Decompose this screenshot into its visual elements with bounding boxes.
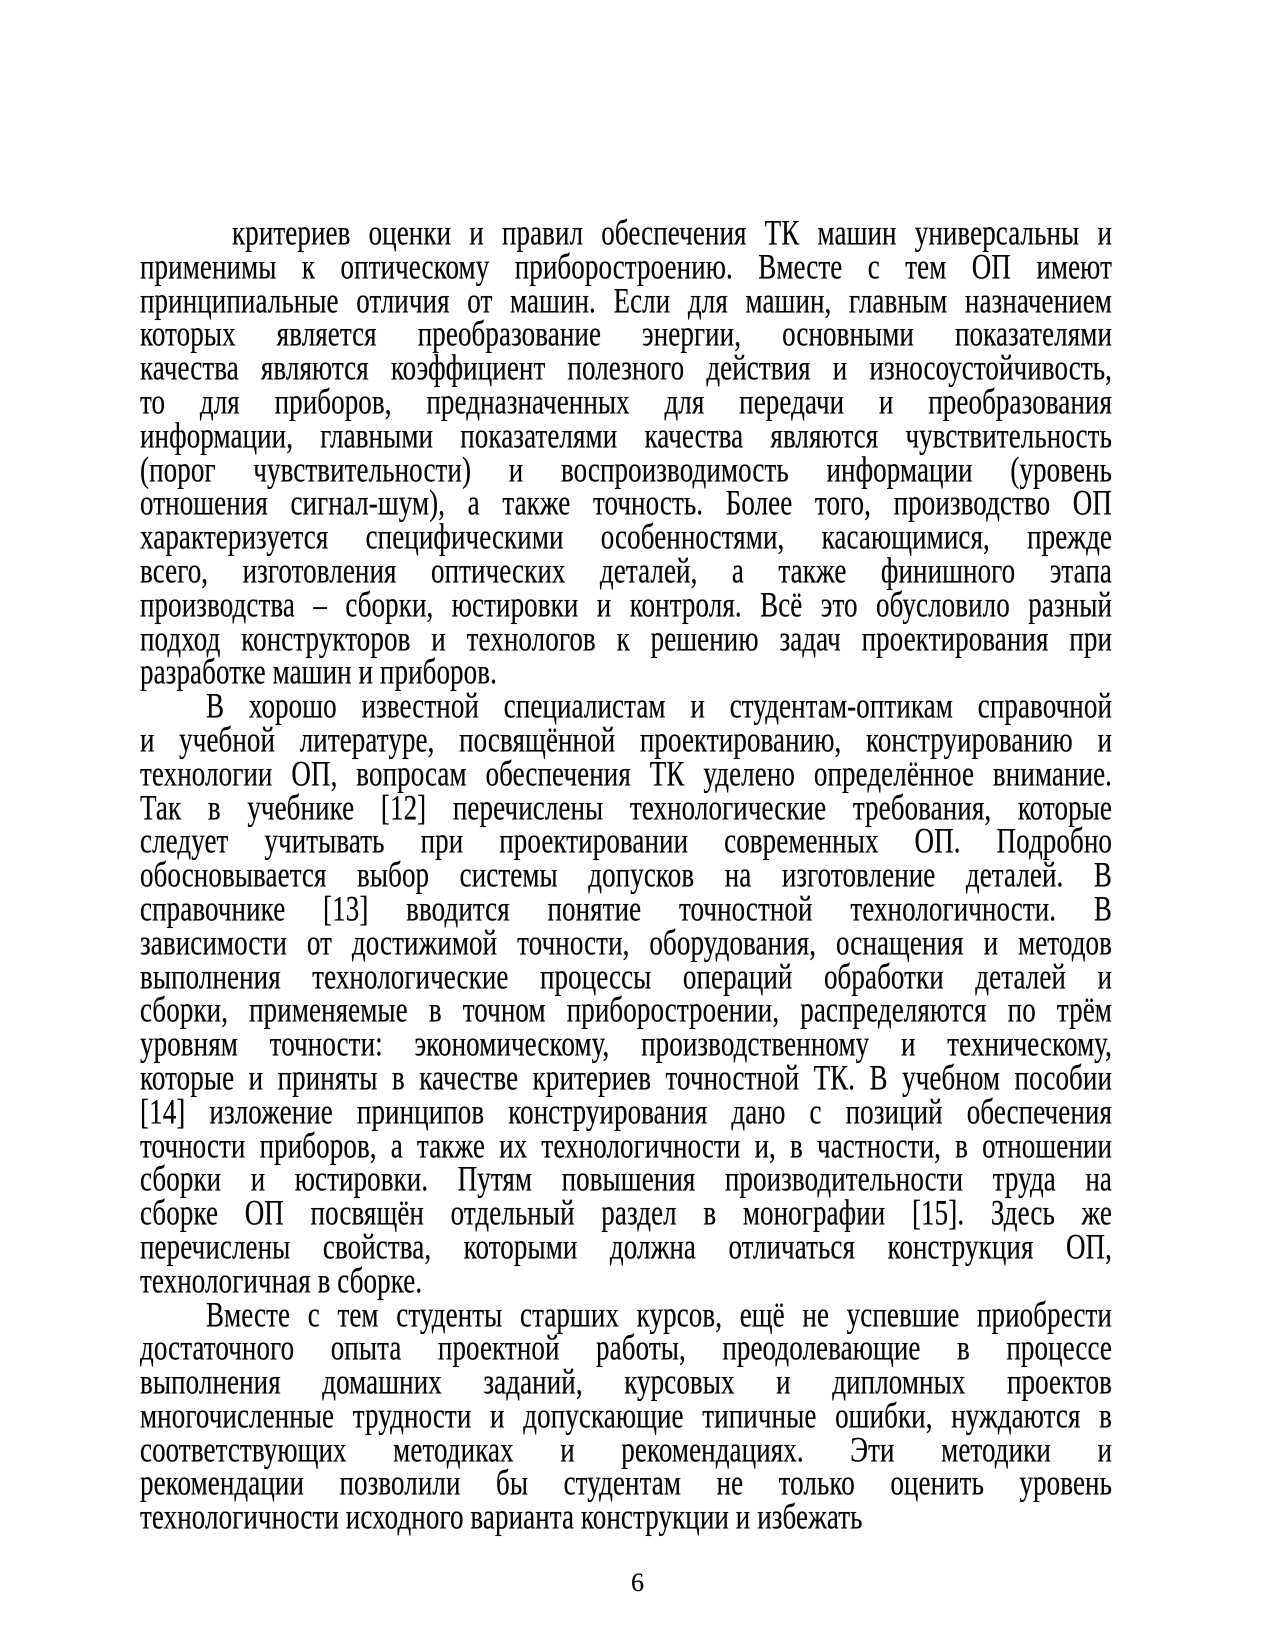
text-line: рекомендации позволили бы студентам не только оценить уровень — [140, 1463, 1112, 1504]
text-line: отношения сигнал-шум), а также точность. Более того, производство ОП — [140, 483, 1112, 524]
text-line: следует учитывать при проектировании современных ОП. Подробно — [140, 821, 1112, 861]
text-line: критериев оценки и правил обеспечения ТК машин универсальны и — [232, 212, 1112, 253]
text-line: разработке машин и приборов. — [140, 652, 497, 693]
text-line: сборки, применяемые в точном приборостроении, распределяются по трём — [140, 990, 1112, 1030]
text-line: применимы к оптическому приборостроению. Вместе с тем ОП имеют — [140, 246, 1112, 287]
text-line: сборке ОП посвящён отдельный раздел в монографии [15]. Здесь же — [140, 1192, 1112, 1233]
text-line: принципиальные отличия от машин. Если для машин, главным назначением — [140, 280, 1112, 321]
text-line: всего, изготовления оптических деталей, а также финишного этапа — [140, 550, 1112, 591]
text-line: точности приборов, а также их технологичности и, в частности, в отношении — [140, 1125, 1112, 1166]
paragraph — [140, 212, 1112, 693]
text-line: обосновывается выбор системы допусков на изготовление деталей. В — [140, 854, 1112, 895]
text-line: соответствующих методиках и рекомендациях. Эти методики и — [140, 1429, 1112, 1470]
text-line: которые и приняты в качестве критериев точностной ТК. В учебном пособии — [140, 1057, 1112, 1098]
text-line: Вместе с тем студенты старших курсов, ещё не успевшие приобрести — [206, 1294, 1112, 1335]
text-line: (порог чувствительности) и воспроизводимость информации (уровень — [140, 449, 1112, 490]
paragraph — [140, 1294, 1112, 1537]
text-line: Так в учебнике [12] перечислены технологические требования, которые — [140, 787, 1112, 828]
page-number: 6 — [631, 1568, 644, 1597]
text-line: перечислены свойства, которыми должна отличаться конструкция ОП, — [140, 1226, 1112, 1267]
paragraph — [140, 685, 1112, 1301]
text-line: справочнике [13] вводится понятие точностной технологичности. В — [140, 888, 1112, 929]
text-line: достаточного опыта проектной работы, преодолевающие в процессе — [140, 1328, 1112, 1368]
text-line: подход конструкторов и технологов к решению задач проектирования при — [140, 618, 1112, 659]
text-line: В хорошо известной специалистам и студентам-оптикам справочной — [206, 685, 1112, 726]
text-line: технологичная в сборке. — [140, 1260, 423, 1301]
text-line: характеризуется специфическими особенностями, касающимися, прежде — [140, 516, 1112, 557]
text-line: технологии ОП, вопросам обеспечения ТК уделено определённое внимание. — [140, 753, 1112, 794]
text-line: то для приборов, предназначенных для передачи и преобразования — [140, 381, 1112, 422]
text-line: качества являются коэффициент полезного действия и износоустойчивость, — [140, 347, 1112, 388]
text-body — [140, 212, 1112, 1537]
text-line: зависимости от достижимой точности, оборудования, оснащения и методов — [140, 922, 1112, 963]
text-line: выполнения технологические процессы операций обработки деталей и — [140, 956, 1112, 997]
text-line: сборки и юстировки. Путям повышения производительности труда на — [140, 1159, 1112, 1199]
text-line: [14] изложение принципов конструирования дано с позиций обеспечения — [140, 1091, 1112, 1132]
text-line: уровням точности: экономическому, производственному и техническому, — [140, 1023, 1112, 1064]
text-line: которых является преобразование энергии, основными показателями — [140, 314, 1112, 355]
text-line: производства – сборки, юстировки и контроля. Всё это обусловило разный — [140, 584, 1112, 625]
text-line: технологичности исходного варианта конструкции и избежать — [140, 1497, 863, 1537]
text-line: выполнения домашних заданий, курсовых и дипломных проектов — [140, 1361, 1112, 1402]
text-line: многочисленные трудности и допускающие типичные ошибки, нуждаются в — [140, 1395, 1112, 1436]
text-line: информации, главными показателями качества являются чувствительность — [140, 415, 1112, 456]
text-line: и учебной литературе, посвящённой проектированию, конструированию и — [140, 719, 1112, 760]
